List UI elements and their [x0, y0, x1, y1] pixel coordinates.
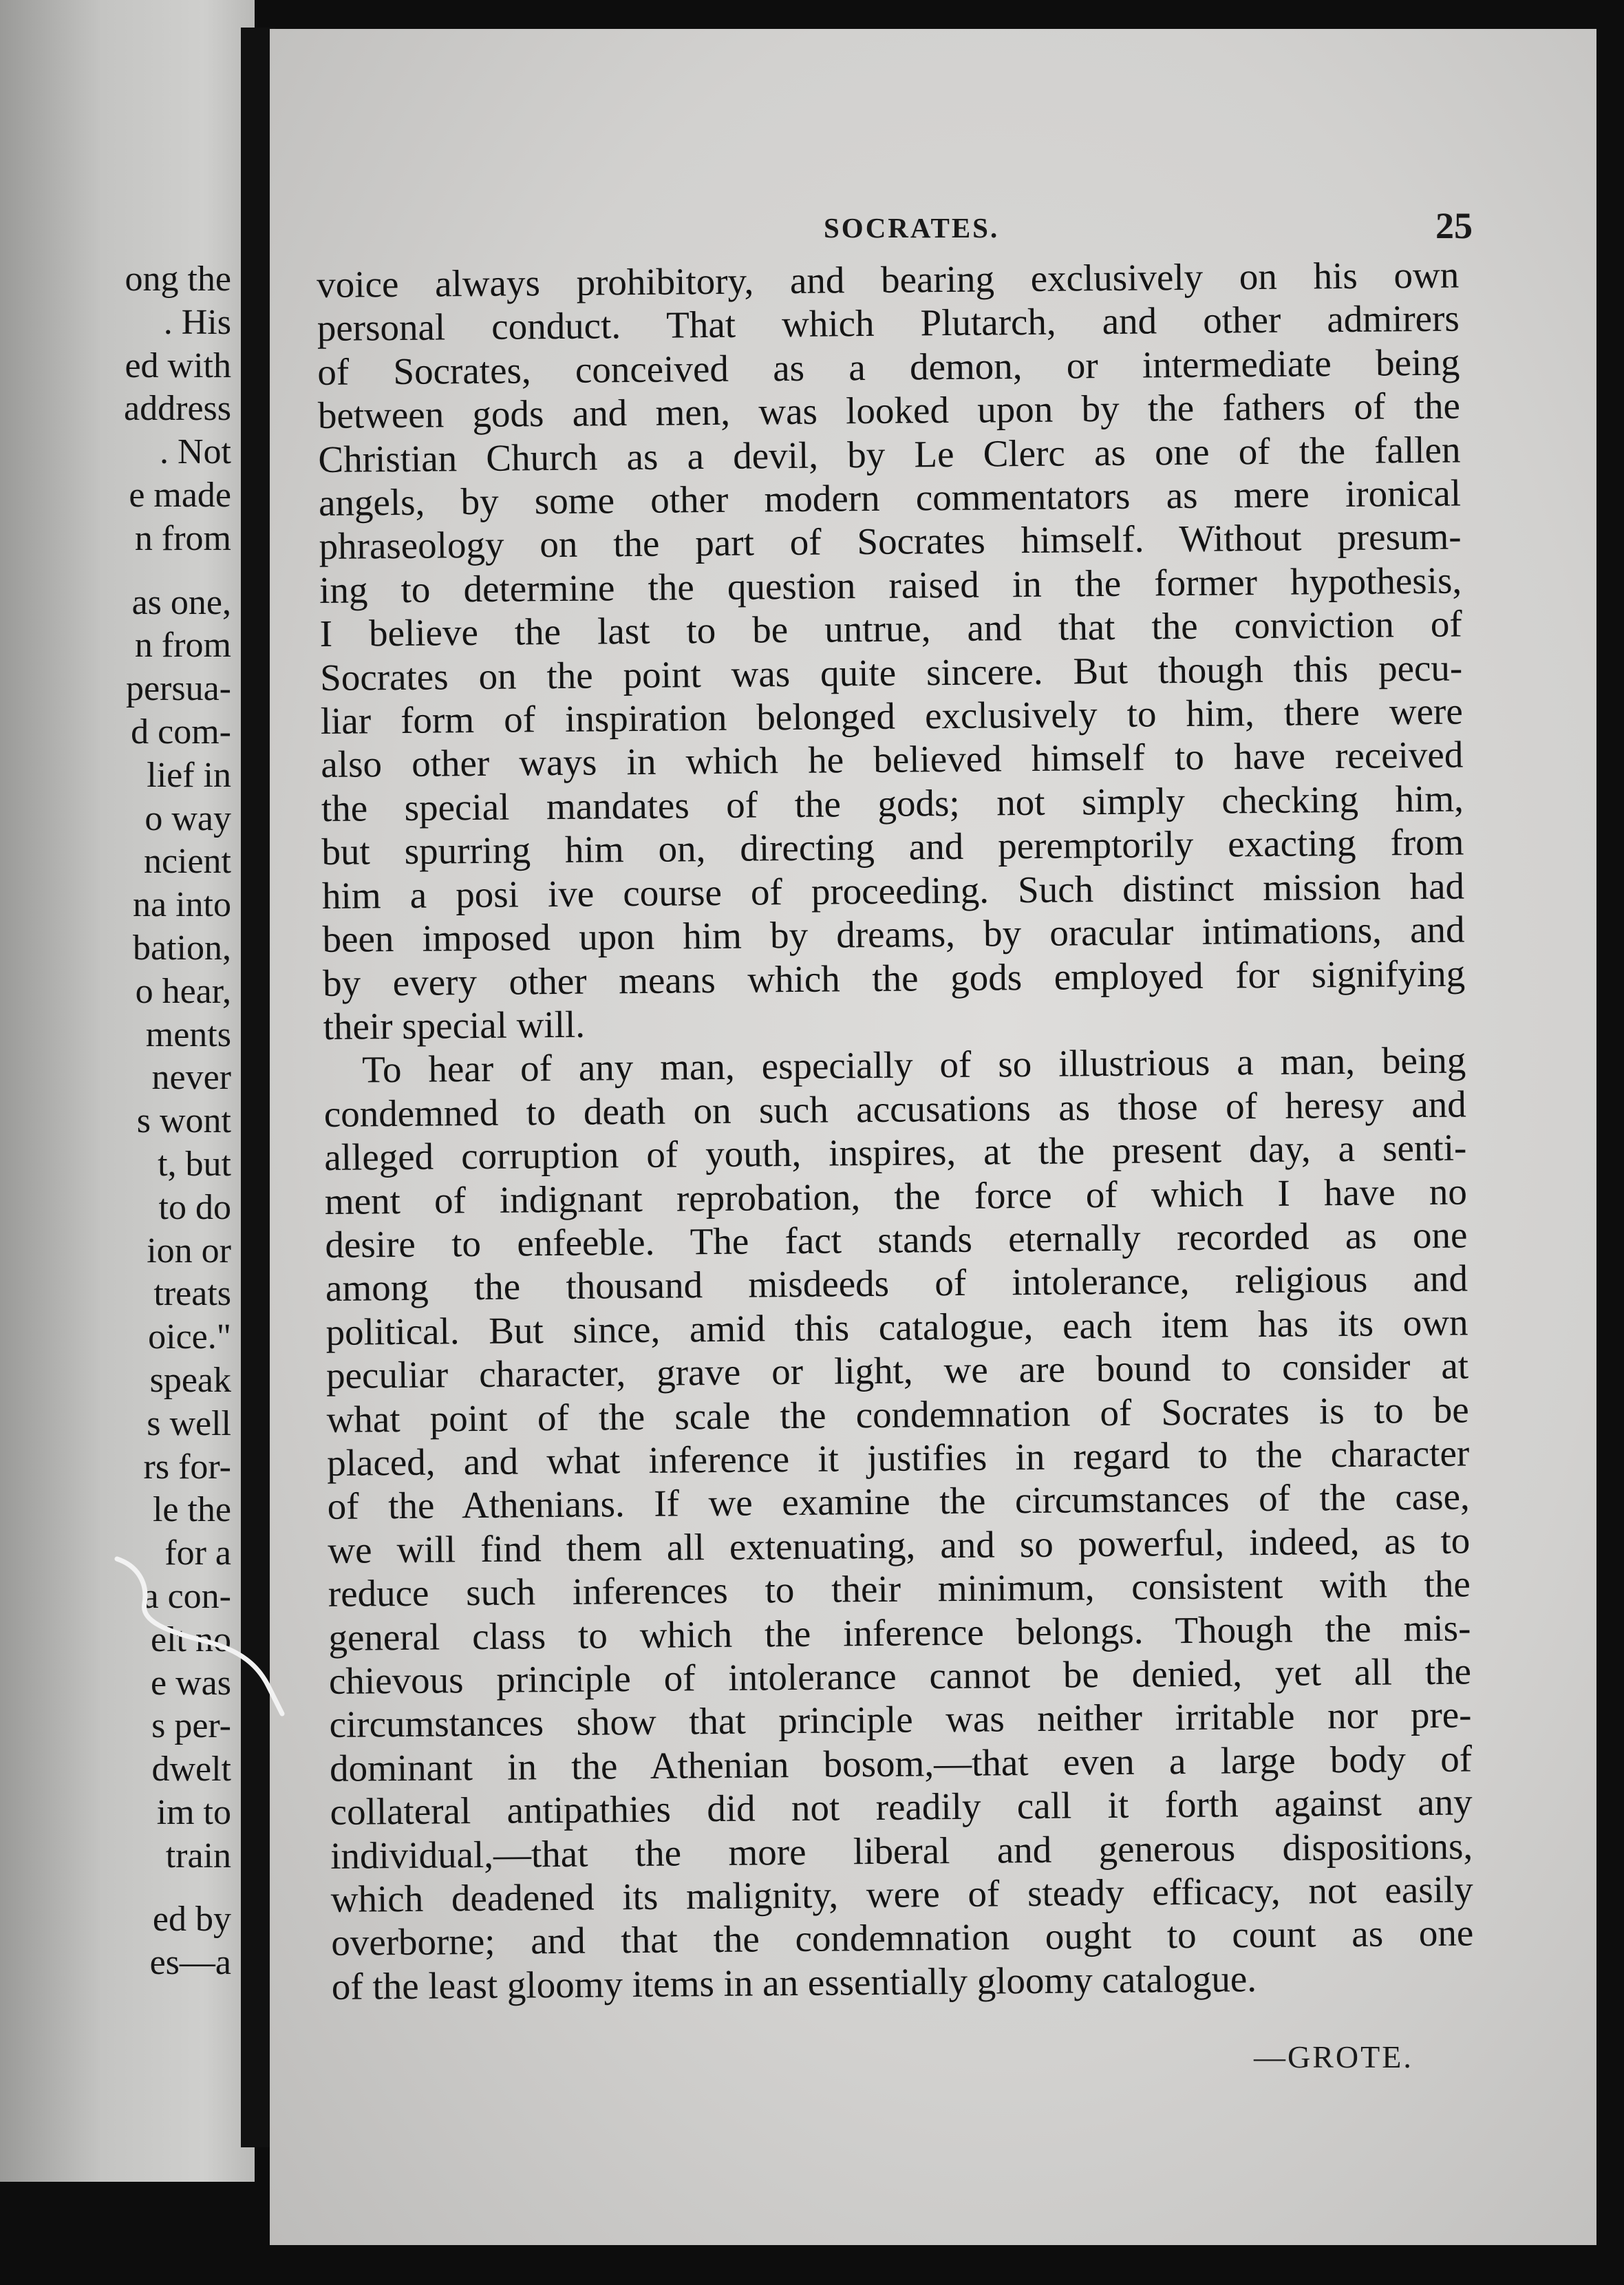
left-page-line: d com-	[131, 712, 231, 752]
text-line: between gods and men, was looked upon by the fathers of the	[317, 384, 1461, 437]
left-page-line: ong the	[125, 259, 231, 299]
left-page-line: dwelt	[151, 1750, 231, 1789]
left-page-line: e made	[129, 475, 231, 515]
left-page-line: ed by	[152, 1900, 231, 1939]
text-line: been imposed upon him by dreams, by oracular intimations, and	[322, 908, 1465, 961]
text-line: Socrates on the point was quite sincere. But though this pecu-	[319, 646, 1463, 699]
text-line: him a posi ive course of proceeding. Such distinct mission had	[321, 864, 1465, 917]
left-page-line: ed with	[125, 346, 231, 385]
text-line: desire to enfeeble. The fact stands eternally recorded as one	[325, 1213, 1468, 1266]
left-page-line: n from	[134, 626, 231, 666]
left-page-line: lief in	[147, 755, 231, 795]
text-line: Christian Church as a devil, by Le Clerc as one of the fallen	[318, 428, 1461, 480]
body-text	[317, 253, 1474, 2009]
text-line: alleged corruption of youth, inspires, at the present day, a senti-	[324, 1126, 1467, 1179]
text-line: by every other means which the gods employed for signifying	[322, 951, 1466, 1004]
left-page-line: persua-	[125, 669, 231, 709]
text-line: but spurring him on, directing and peremptorily exacting from	[321, 820, 1464, 873]
text-line: of Socrates, conceived as a demon, or intermediate being	[317, 341, 1460, 393]
text-line: liar form of inspiration belonged exclusively to him, there were	[320, 690, 1464, 743]
text-line: of the Athenians. If we examine the circumstances of the case,	[327, 1475, 1470, 1528]
text-line: dominant in the Athenian bosom,—that even a large body of	[329, 1737, 1473, 1789]
left-page-line: le the	[152, 1490, 231, 1530]
book-page	[270, 29, 1596, 2245]
left-page-line: na into	[133, 885, 231, 925]
left-facing-page	[0, 0, 255, 2182]
text-line: chievous principle of intolerance cannot be denied, yet all the	[328, 1650, 1472, 1702]
left-page-line: . Not	[160, 432, 231, 472]
text-line: circumstances show that principle was neither irritable nor pre-	[329, 1693, 1472, 1746]
left-page-line: s well	[147, 1403, 231, 1443]
author-signature: —GROTE.	[1254, 2039, 1413, 2074]
left-page-line: for a	[164, 1533, 231, 1573]
left-page-line: speak	[149, 1360, 231, 1400]
text-line: voice always prohibitory, and bearing exclusively on his own	[317, 253, 1460, 306]
left-page-line: e was	[151, 1663, 231, 1703]
text-line: ment of indignant reprobation, the force of which I have no	[324, 1169, 1468, 1222]
left-page-line: n from	[134, 518, 231, 558]
left-page-line: o way	[145, 798, 231, 838]
text-line: also other ways in which he believed himself to have received	[321, 733, 1464, 786]
text-line: personal conduct. That which Plutarch, and other admirers	[317, 297, 1460, 350]
text-line: peculiar character, grave or light, we are bound to consider at	[325, 1344, 1469, 1397]
left-page-line: o hear,	[135, 971, 231, 1011]
text-line: overborne; and that the condemnation ought to count as one	[331, 1911, 1474, 1964]
left-page-line: im to	[156, 1792, 231, 1832]
left-page-line: train	[165, 1836, 231, 1875]
text-line: of the least gloomy items in an essentially gloomy catalogue.	[331, 1957, 1257, 2008]
left-page-line: es—a	[149, 1943, 231, 1983]
text-line: we will find them all extenuating, and so powerful, indeed, as to	[328, 1519, 1471, 1571]
left-page-line: s per-	[151, 1706, 231, 1746]
left-page-line: to do	[158, 1187, 231, 1227]
text-line: which deadened its malignity, were of steady efficacy, not easily	[330, 1868, 1473, 1920]
left-page-line: rs for-	[143, 1447, 231, 1487]
text-line: general class to which the inference belongs. Though the mis-	[328, 1606, 1471, 1659]
left-page-line: elt no	[151, 1619, 231, 1659]
left-page-line: a con-	[142, 1576, 231, 1616]
text-line: To hear of any man, especially of so illustrious a man, being	[361, 1039, 1466, 1091]
left-page-line: oice."	[148, 1317, 231, 1357]
left-page-line: treats	[153, 1274, 231, 1314]
text-line: placed, and what inference it justifies in regard to the character	[326, 1432, 1470, 1484]
left-page-line: address	[124, 389, 231, 429]
left-page-line: bation,	[133, 928, 231, 968]
left-page-line: ion or	[147, 1231, 231, 1271]
left-page-line: ncient	[143, 842, 231, 882]
left-page-line: t, but	[158, 1144, 231, 1184]
text-line: phraseology on the part of Socrates himself. Without presum-	[319, 515, 1462, 568]
page-header	[270, 191, 1596, 253]
text-line: the special mandates of the gods; not simply checking him,	[321, 777, 1464, 829]
left-page-line: s wont	[136, 1101, 231, 1141]
text-line: I believe the last to be untrue, and that the conviction of	[319, 602, 1462, 655]
text-line: collateral antipathies did not readily call it forth against any	[330, 1781, 1473, 1834]
text-line: what point of the scale the condemnation of Socrates is to be	[326, 1388, 1469, 1441]
left-page-line: . His	[163, 302, 231, 342]
left-page-line: never	[151, 1058, 231, 1098]
text-line: ing to determine the question raised in the former hypothesis,	[319, 559, 1462, 611]
text-line: their special will.	[323, 1003, 586, 1048]
text-line: political. But since, amid this catalogue, each item has its own	[325, 1301, 1468, 1353]
running-head: SOCRATES.	[824, 212, 1000, 244]
text-line: among the thousand misdeeds of intolerance, religious and	[325, 1257, 1468, 1310]
text-line: individual,—that the more liberal and generous dispositions,	[330, 1825, 1473, 1877]
page-number: 25	[1435, 205, 1473, 246]
text-line: condemned to death on such accusations as those of heresy and	[323, 1083, 1466, 1135]
text-line: reduce such inferences to their minimum, consistent with the	[328, 1562, 1471, 1615]
left-page-line: ments	[145, 1014, 231, 1054]
left-page-text	[0, 258, 231, 1985]
left-page-line: as one,	[131, 582, 231, 622]
text-line: angels, by some other modern commentators as mere ironical	[318, 471, 1462, 524]
